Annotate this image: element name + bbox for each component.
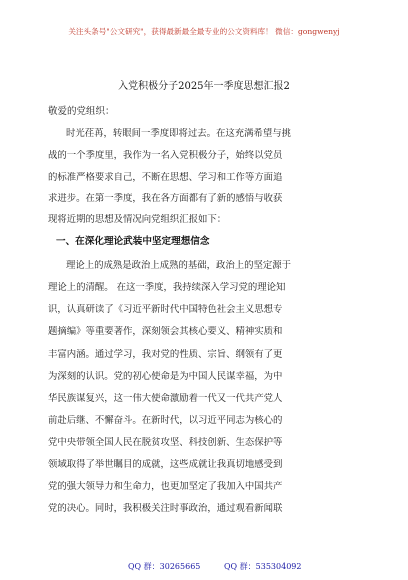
document-title: 入党积极分子2025年一季度思想汇报2	[118, 81, 290, 92]
paragraph-line: 华民族谋复兴，这一伟大使命激励着一代又一代共产党人	[48, 393, 283, 404]
footer-qq-group-2: QQ 群：535304092	[224, 562, 302, 571]
paragraph-line: 党的决心。同时，我积极关注时事政治，通过观看新闻联	[48, 503, 283, 514]
paragraph-line: 识，认真研读了《习近平新时代中国特色社会主义思想专	[48, 304, 283, 315]
paragraph-line: 求进步。在第一季度，我在各方面都有了新的感悟与收获	[48, 193, 283, 204]
paragraph-line: 的标准严格要求自己，不断在思想、学习和工作等方面追	[48, 172, 283, 183]
paragraph-line: 理论上的成熟是政治上成熟的基础，政治上的坚定源于	[66, 260, 292, 271]
paragraph-line: 理论上的清醒。 在这一季度，我持续深入学习党的理论知	[48, 282, 286, 293]
paragraph-line: 为深刻的认识。党的初心使命是为中国人民谋幸福，为中	[48, 371, 283, 382]
salutation: 敬爱的党组织：	[48, 106, 115, 117]
paragraph-line: 丰富内涵。通过学习，我对党的性质、宗旨、纲领有了更	[48, 349, 283, 360]
paragraph-line: 题摘编》等重要著作，深刻领会其核心要义、精神实质和	[48, 326, 283, 337]
paragraph-line: 现将近期的思想及情况向党组织汇报如下：	[48, 214, 227, 225]
paragraph-line: 时光荏苒，转眼间一季度即将过去。在这充满希望与挑	[66, 128, 292, 139]
paragraph-line: 党中央带领全国人民在脱贫攻坚、科技创新、生态保护等	[48, 437, 283, 448]
footer-qq-group-1: QQ 群：30265665	[128, 562, 201, 571]
paragraph-line: 党的强大领导力和生命力，也更加坚定了我加入中国共产	[48, 481, 283, 492]
section-heading: 一、在深化理论武装中坚定理想信念	[56, 236, 210, 247]
paragraph-line: 领域取得了举世瞩目的成就，这些成就让我真切地感受到	[48, 459, 283, 470]
header-banner: 关注头条号"公文研究"，获得最新最全最专业的公文资料库！ 微信：gongwenyj	[68, 27, 340, 36]
paragraph-line: 前赴后继、不懈奋斗。在新时代，以习近平同志为核心的	[48, 415, 283, 426]
paragraph-line: 战的一个季度里，我作为一名入党积极分子，始终以党员	[48, 150, 283, 161]
footer	[0, 561, 408, 573]
